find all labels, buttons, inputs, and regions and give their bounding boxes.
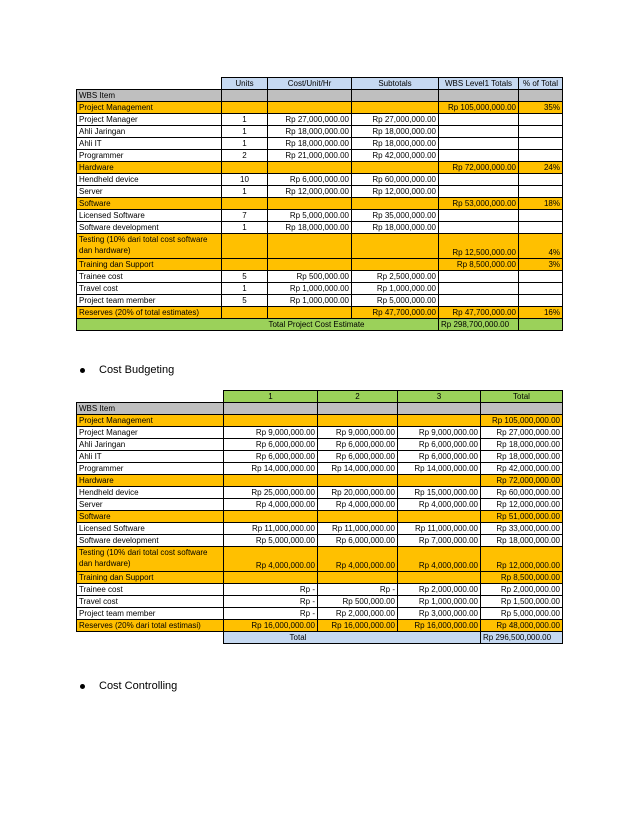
table2-cell-m1: Rp - [224, 608, 318, 620]
table2-cell-m3: Rp 9,000,000.00 [398, 427, 481, 439]
table1-body [77, 102, 563, 319]
table1-cell-total [439, 138, 519, 150]
table1-cell-sub: Rp 18,000,000.00 [352, 138, 439, 150]
table1-cell-units: 1 [222, 114, 268, 126]
table1-cell-cost [268, 234, 352, 259]
table1-cell-units: 7 [222, 210, 268, 222]
table2-row [77, 451, 563, 463]
table2-cell-m2: Rp 2,000,000.00 [318, 608, 398, 620]
table1-cell-units: 1 [222, 283, 268, 295]
table1-row [77, 283, 563, 295]
bullet-cost-budgeting [80, 364, 174, 376]
table1-row [77, 174, 563, 186]
table2-row [77, 523, 563, 535]
table1-cell-total [439, 295, 519, 307]
table2-cell-item: Licensed Software [77, 523, 224, 535]
table2-header-month3: 3 [398, 391, 481, 403]
table1-cell-pct [519, 150, 563, 162]
table2-body [77, 415, 563, 632]
table2-cell-m3: Rp 7,000,000.00 [398, 535, 481, 547]
table2-cell-m3 [398, 415, 481, 427]
table1-cell-total: Rp 8,500,000.00 [439, 259, 519, 271]
table1-cell-item: Hardware [77, 162, 222, 174]
table2-row [77, 620, 563, 632]
table1-cell-sub: Rp 27,000,000.00 [352, 114, 439, 126]
table1-cell-item: Software development [77, 222, 222, 234]
table2-cell-m1: Rp 6,000,000.00 [224, 439, 318, 451]
table2-cell-item: Reserves (20% dari total estimasi) [77, 620, 224, 632]
table2-cell-m1 [224, 511, 318, 523]
table2-row [77, 547, 563, 572]
table1-cell-item: Hendheld device [77, 174, 222, 186]
table1-cell-units: 5 [222, 295, 268, 307]
cost-budgeting-table [76, 390, 563, 644]
table2-cell-item: Software development [77, 535, 224, 547]
table1-cell-item: Trainee cost [77, 271, 222, 283]
bullet-cost-controlling [80, 680, 177, 692]
table1-cell-cost [268, 102, 352, 114]
table2-cell-total: Rp 1,500,000.00 [481, 596, 563, 608]
table2-cell-total: Rp 42,000,000.00 [481, 463, 563, 475]
table2-cell-item: Server [77, 499, 224, 511]
table1-cell-total: Rp 72,000,000.00 [439, 162, 519, 174]
table1-cell-total [439, 271, 519, 283]
table1-cell-sub: Rp 42,000,000.00 [352, 150, 439, 162]
table2-cell-item: Ahli IT [77, 451, 224, 463]
table2-cell-m2: Rp 20,000,000.00 [318, 487, 398, 499]
table1-cell-item: Project team member [77, 295, 222, 307]
table1-cell-units: 1 [222, 222, 268, 234]
table2-cell-total: Rp 18,000,000.00 [481, 535, 563, 547]
table1-row [77, 307, 563, 319]
table1-cell-units [222, 102, 268, 114]
table2-cell-total: Rp 27,000,000.00 [481, 427, 563, 439]
table2-row [77, 584, 563, 596]
table1-header-cost: Cost/Unit/Hr [268, 78, 352, 90]
table1-cell-cost: Rp 18,000,000.00 [268, 126, 352, 138]
table1-row [77, 271, 563, 283]
table2-cell-total: Rp 18,000,000.00 [481, 439, 563, 451]
table2-wbs-row [77, 403, 563, 415]
table1-cell-cost [268, 198, 352, 210]
table1-cell-pct [519, 222, 563, 234]
table1-cell-pct [519, 210, 563, 222]
table2-cell-m2 [318, 511, 398, 523]
table1-cell-pct: 24% [519, 162, 563, 174]
table2-cell-m3: Rp 6,000,000.00 [398, 439, 481, 451]
table1-cell-cost: Rp 27,000,000.00 [268, 114, 352, 126]
table1-row [77, 222, 563, 234]
table2-cell-m1 [224, 475, 318, 487]
table2-cell-m3: Rp 6,000,000.00 [398, 451, 481, 463]
table1-row [77, 126, 563, 138]
table1-cell-item: Training dan Support [77, 259, 222, 271]
table1-total-value: Rp 298,700,000.00 [439, 319, 519, 331]
table2-row [77, 608, 563, 620]
table2-cell-m3: Rp 4,000,000.00 [398, 547, 481, 572]
table1-cell-item: Server [77, 186, 222, 198]
table1-cell-cost: Rp 21,000,000.00 [268, 150, 352, 162]
table1-cell-pct [519, 114, 563, 126]
table1-cell-total [439, 186, 519, 198]
table1-row [77, 259, 563, 271]
table1-cell-total [439, 283, 519, 295]
project-cost-estimate-table [76, 77, 563, 331]
bullet-cost-budgeting-text: Cost Budgeting [99, 364, 175, 376]
table2-cell-total: Rp 72,000,000.00 [481, 475, 563, 487]
table1-cell-pct: 16% [519, 307, 563, 319]
table1-cell-units: 1 [222, 126, 268, 138]
table2-cell-total: Rp 51,000,000.00 [481, 511, 563, 523]
table2-cell-item: Hardware [77, 475, 224, 487]
table1-row [77, 150, 563, 162]
table2-header-row [77, 391, 563, 403]
table2-total-value: Rp 296,500,000.00 [481, 632, 563, 644]
table1-cell-units: 5 [222, 271, 268, 283]
table1-cell-cost: Rp 500,000.00 [268, 271, 352, 283]
table1-row [77, 186, 563, 198]
table1-cell-sub: Rp 18,000,000.00 [352, 222, 439, 234]
table1-cell-item: Ahli IT [77, 138, 222, 150]
table1-total-row [77, 319, 563, 331]
table1-cell-units [222, 198, 268, 210]
table1-cell-sub [352, 162, 439, 174]
bullet-cost-controlling-text: Cost Controlling [99, 680, 178, 692]
table1-header-row [77, 78, 563, 90]
table1-cell-sub [352, 102, 439, 114]
table2-header-month1: 1 [224, 391, 318, 403]
table2-cell-total: Rp 2,000,000.00 [481, 584, 563, 596]
table2-total-label: Total [224, 632, 481, 644]
table1-cell-pct: 4% [519, 234, 563, 259]
table1-cell-cost: Rp 12,000,000.00 [268, 186, 352, 198]
table2-cell-m1: Rp 25,000,000.00 [224, 487, 318, 499]
table1-cell-cost [268, 162, 352, 174]
table2-row [77, 596, 563, 608]
table1-row [77, 102, 563, 114]
table1-cell-pct [519, 271, 563, 283]
table1-cell-sub: Rp 47,700,000.00 [352, 307, 439, 319]
table1-cell-units [222, 162, 268, 174]
table1-cell-units [222, 307, 268, 319]
table2-cell-item: Project Manager [77, 427, 224, 439]
table2-row [77, 475, 563, 487]
table2-cell-m3: Rp 11,000,000.00 [398, 523, 481, 535]
table2-cell-m2: Rp 500,000.00 [318, 596, 398, 608]
table1-cell-sub: Rp 60,000,000.00 [352, 174, 439, 186]
table1-cell-units: 1 [222, 186, 268, 198]
table2-cell-m1: Rp 5,000,000.00 [224, 535, 318, 547]
table2-row [77, 535, 563, 547]
table2-cell-m2: Rp 4,000,000.00 [318, 499, 398, 511]
table1-row [77, 210, 563, 222]
table2-cell-total: Rp 18,000,000.00 [481, 451, 563, 463]
table2-cell-m2: Rp 16,000,000.00 [318, 620, 398, 632]
table1-cell-total [439, 126, 519, 138]
table2-header-total: Total [481, 391, 563, 403]
table1-cell-total [439, 174, 519, 186]
table2-cell-m2: Rp 6,000,000.00 [318, 439, 398, 451]
table2-cell-item: Testing (10% dari total cost software dan hardware) [77, 547, 224, 572]
table1-cell-item: Programmer [77, 150, 222, 162]
table2-cell-item: Trainee cost [77, 584, 224, 596]
table2-cell-m2: Rp 6,000,000.00 [318, 535, 398, 547]
table2-cell-m2: Rp 6,000,000.00 [318, 451, 398, 463]
table2-cell-m2: Rp 11,000,000.00 [318, 523, 398, 535]
table2-cell-item: Project team member [77, 608, 224, 620]
table2-cell-item: Hendheld device [77, 487, 224, 499]
table1-row [77, 198, 563, 210]
table1-cell-cost: Rp 6,000,000.00 [268, 174, 352, 186]
table2-cell-m2: Rp 14,000,000.00 [318, 463, 398, 475]
table2-cell-m3: Rp 16,000,000.00 [398, 620, 481, 632]
table2-cell-m1 [224, 572, 318, 584]
table1-cell-total: Rp 53,000,000.00 [439, 198, 519, 210]
table1-cell-total [439, 222, 519, 234]
table2-header-month2: 2 [318, 391, 398, 403]
table2-cell-m2: Rp 4,000,000.00 [318, 547, 398, 572]
table1-cell-cost: Rp 18,000,000.00 [268, 222, 352, 234]
table1-cell-pct: 35% [519, 102, 563, 114]
table2-cell-total: Rp 33,000,000.00 [481, 523, 563, 535]
table1-row [77, 295, 563, 307]
table1-cell-item: Licensed Software [77, 210, 222, 222]
table2-cell-m3 [398, 572, 481, 584]
table1-cell-cost: Rp 1,000,000.00 [268, 283, 352, 295]
table1-row [77, 138, 563, 150]
table1-cell-units [222, 234, 268, 259]
table2-cell-m1: Rp 6,000,000.00 [224, 451, 318, 463]
table2-total-row [77, 632, 563, 644]
table1-cell-units: 10 [222, 174, 268, 186]
table1-header-units: Units [222, 78, 268, 90]
table2-cell-total: Rp 5,000,000.00 [481, 608, 563, 620]
table2-cell-item: Programmer [77, 463, 224, 475]
table1-header-blank [77, 78, 222, 90]
table1-cell-cost: Rp 18,000,000.00 [268, 138, 352, 150]
table1-cell-item: Project Manager [77, 114, 222, 126]
table1-wbs-row [77, 90, 563, 102]
table2-cell-m2 [318, 475, 398, 487]
table1-cell-total: Rp 12,500,000.00 [439, 234, 519, 259]
table1-cell-pct: 18% [519, 198, 563, 210]
bullet-dot-icon [80, 368, 85, 373]
table1-cell-pct [519, 174, 563, 186]
table1-total-label: Total Project Cost Estimate [77, 319, 439, 331]
table1-cell-item: Ahli Jaringan [77, 126, 222, 138]
table2-cell-item: Travel cost [77, 596, 224, 608]
table1-cell-pct [519, 126, 563, 138]
table2-cell-m3: Rp 3,000,000.00 [398, 608, 481, 620]
table2-cell-item: Project Management [77, 415, 224, 427]
bullet-dot-icon [80, 684, 85, 689]
table1-cell-sub: Rp 5,000,000.00 [352, 295, 439, 307]
table2-row [77, 487, 563, 499]
table2-cell-m1: Rp 4,000,000.00 [224, 499, 318, 511]
table2-cell-total: Rp 8,500,000.00 [481, 572, 563, 584]
table2-cell-m1: Rp 14,000,000.00 [224, 463, 318, 475]
table2-cell-m1 [224, 415, 318, 427]
table1-cell-total: Rp 105,000,000.00 [439, 102, 519, 114]
table1-cell-sub: Rp 18,000,000.00 [352, 126, 439, 138]
table1-cell-pct [519, 138, 563, 150]
table2-cell-m3: Rp 4,000,000.00 [398, 499, 481, 511]
table2-cell-total: Rp 12,000,000.00 [481, 547, 563, 572]
table2-cell-m3 [398, 511, 481, 523]
table1-row [77, 234, 563, 259]
table1-cell-pct [519, 283, 563, 295]
table2-cell-m3: Rp 15,000,000.00 [398, 487, 481, 499]
table2-row [77, 499, 563, 511]
table1-cell-item: Software [77, 198, 222, 210]
table1-cell-item: Reserves (20% of total estimates) [77, 307, 222, 319]
table1-cell-sub [352, 234, 439, 259]
table1-cell-total [439, 210, 519, 222]
table2-header-blank [77, 391, 224, 403]
table2-cell-m1: Rp 4,000,000.00 [224, 547, 318, 572]
table1-cell-pct [519, 186, 563, 198]
table2-cell-item: Software [77, 511, 224, 523]
table1-cell-sub: Rp 35,000,000.00 [352, 210, 439, 222]
table2-cell-m1: Rp 16,000,000.00 [224, 620, 318, 632]
table1-cell-item: Project Management [77, 102, 222, 114]
table1-header-wbs-totals: WBS Level1 Totals [439, 78, 519, 90]
table1-cell-pct: 3% [519, 259, 563, 271]
table2-row [77, 511, 563, 523]
table2-cell-total: Rp 48,000,000.00 [481, 620, 563, 632]
table2-cell-m1: Rp - [224, 596, 318, 608]
table1-cell-total: Rp 47,700,000.00 [439, 307, 519, 319]
table1-cell-units [222, 259, 268, 271]
table2-cell-total: Rp 105,000,000.00 [481, 415, 563, 427]
table1-cell-total [439, 150, 519, 162]
table1-cell-cost [268, 307, 352, 319]
table2-cell-m3 [398, 475, 481, 487]
table1-cell-sub: Rp 1,000,000.00 [352, 283, 439, 295]
table2-row [77, 572, 563, 584]
table1-cell-cost: Rp 1,000,000.00 [268, 295, 352, 307]
table2-cell-m1: Rp 9,000,000.00 [224, 427, 318, 439]
table2-cell-m2 [318, 415, 398, 427]
table2-cell-item: Training dan Support [77, 572, 224, 584]
table2-row [77, 439, 563, 451]
table1-cell-units: 1 [222, 138, 268, 150]
table2-cell-m3: Rp 14,000,000.00 [398, 463, 481, 475]
table1-wbs-label: WBS Item [77, 90, 222, 102]
table1-cell-item: Travel cost [77, 283, 222, 295]
table1-cell-units: 2 [222, 150, 268, 162]
table2-row [77, 463, 563, 475]
table1-cell-cost: Rp 5,000,000.00 [268, 210, 352, 222]
table2-row [77, 427, 563, 439]
table1-cell-sub [352, 198, 439, 210]
table2-wbs-label: WBS Item [77, 403, 224, 415]
table1-cell-sub: Rp 2,500,000.00 [352, 271, 439, 283]
table1-row [77, 114, 563, 126]
table2-cell-total: Rp 12,000,000.00 [481, 499, 563, 511]
table2-cell-m3: Rp 2,000,000.00 [398, 584, 481, 596]
table2-cell-item: Ahli Jaringan [77, 439, 224, 451]
table2-cell-m1: Rp 11,000,000.00 [224, 523, 318, 535]
table1-cell-cost [268, 259, 352, 271]
table1-header-percent: % of Total [519, 78, 563, 90]
table1-cell-sub [352, 259, 439, 271]
table1-cell-sub: Rp 12,000,000.00 [352, 186, 439, 198]
table2-cell-total: Rp 60,000,000.00 [481, 487, 563, 499]
table1-header-subtotals: Subtotals [352, 78, 439, 90]
table2-cell-m3: Rp 1,000,000.00 [398, 596, 481, 608]
table2-cell-m1: Rp - [224, 584, 318, 596]
table2-cell-m2: Rp 9,000,000.00 [318, 427, 398, 439]
table1-cell-total [439, 114, 519, 126]
table1-cell-item: Testing (10% dari total cost software dan hardware) [77, 234, 222, 259]
table2-cell-m2: Rp - [318, 584, 398, 596]
table2-cell-m2 [318, 572, 398, 584]
table1-cell-pct [519, 295, 563, 307]
table2-row [77, 415, 563, 427]
table1-row [77, 162, 563, 174]
